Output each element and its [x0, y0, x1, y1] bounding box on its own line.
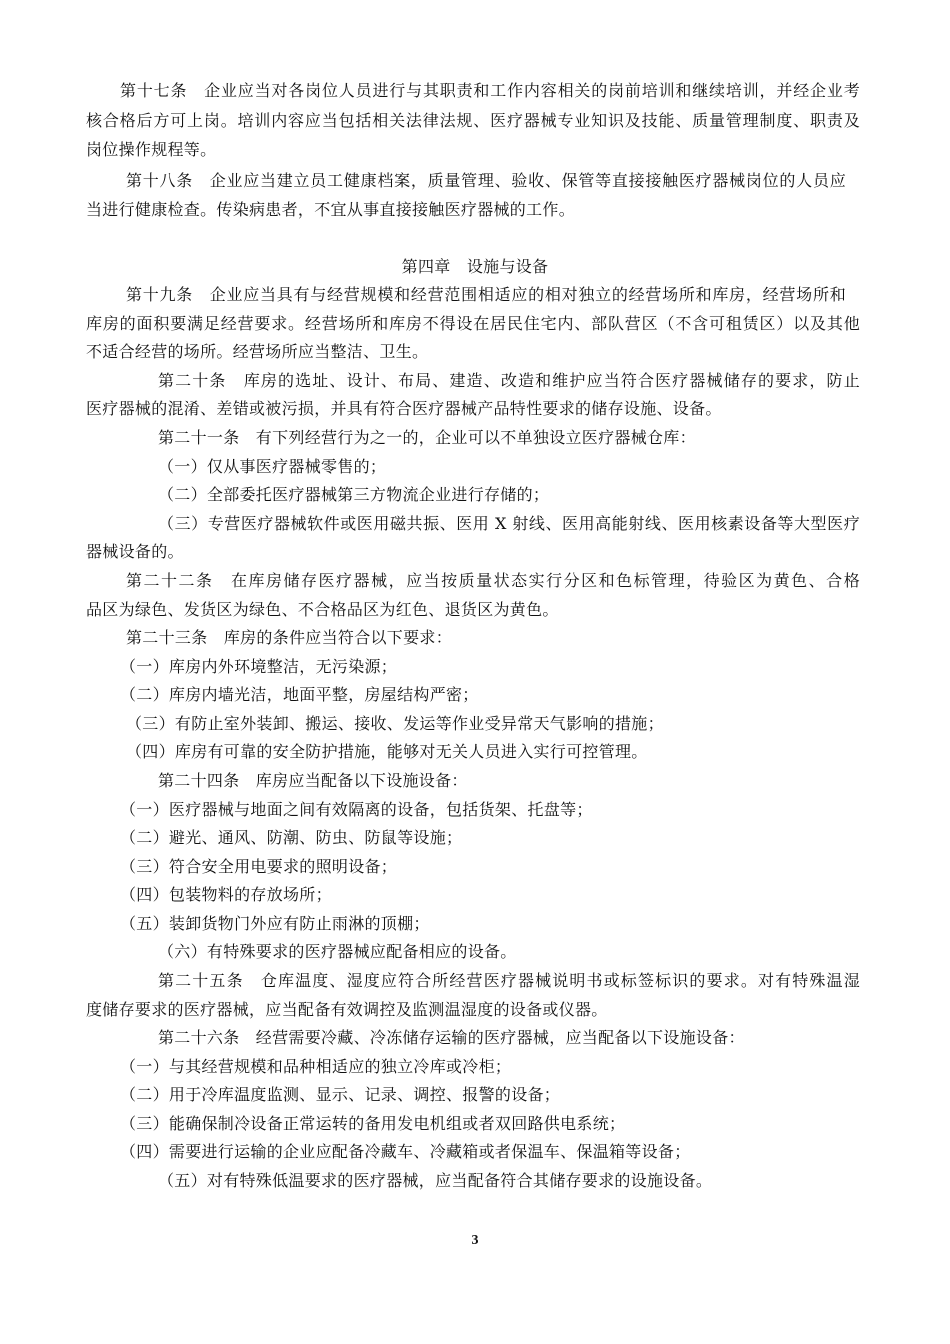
- list-item: （二）库房内墙光洁，地面平整，房屋结构严密；: [120, 685, 479, 704]
- paragraph-line: 第二十条 库房的选址、设计、布局、建造、改造和维护应当符合医疗器械储存的要求，防止: [158, 371, 860, 390]
- list-item: （三）专营医疗器械软件或医用磁共振、医用 X 射线、医用高能射线、医用核素设备等大型医疗: [158, 514, 860, 533]
- paragraph-line: 第二十三条 库房的条件应当符合以下要求：: [126, 628, 453, 647]
- list-item: （二）避光、通风、防潮、防虫、防鼠等设施；: [120, 828, 463, 847]
- list-item: （一）仅从事医疗器械零售的；: [158, 457, 387, 476]
- list-item: （一）医疗器械与地面之间有效隔离的设备，包括货架、托盘等；: [120, 800, 593, 819]
- list-item: （一）与其经营规模和品种相适应的独立冷库或冷柜；: [120, 1057, 512, 1076]
- list-item: （三）有防止室外装卸、搬运、接收、发运等作业受异常天气影响的措施；: [126, 714, 664, 733]
- list-item: （四）包装物料的存放场所；: [120, 885, 332, 904]
- list-item: （一）库房内外环境整洁，无污染源；: [120, 657, 398, 676]
- paragraph-line: 岗位操作规程等。: [86, 140, 217, 159]
- list-item: （三）符合安全用电要求的照明设备；: [120, 857, 398, 876]
- paragraph-line: 第二十四条 库房应当配备以下设施设备：: [158, 771, 468, 790]
- paragraph-line: 第二十一条 有下列经营行为之一的，企业可以不单独设立医疗器械仓库：: [158, 428, 696, 447]
- paragraph-line: 医疗器械的混淆、差错或被污损，并具有符合医疗器械产品特性要求的储存设施、设备。: [86, 399, 722, 418]
- chapter-title: 第四章 设施与设备: [401, 257, 549, 276]
- list-item: （二）用于冷库温度监测、显示、记录、调控、报警的设备；: [120, 1085, 561, 1104]
- list-item: （二）全部委托医疗器械第三方物流企业进行存储的；: [158, 485, 550, 504]
- list-item: （五）装卸货物门外应有防止雨淋的顶棚；: [120, 914, 430, 933]
- list-item: （六）有特殊要求的医疗器械应配备相应的设备。: [158, 942, 517, 961]
- paragraph-line: 第二十五条 仓库温度、湿度应符合所经营医疗器械说明书或标签标识的要求。对有特殊温湿: [158, 971, 860, 990]
- paragraph-line: 第十九条 企业应当具有与经营规模和经营范围相适应的相对独立的经营场所和库房，经营场所和: [126, 285, 846, 304]
- paragraph-line: 第二十二条 在库房储存医疗器械，应当按质量状态实行分区和色标管理，待验区为黄色、合格: [126, 571, 860, 590]
- paragraph-line: 品区为绿色、发货区为绿色、不合格品区为红色、退货区为黄色。: [86, 600, 559, 619]
- list-item: （四）需要进行运输的企业应配备冷藏车、冷藏箱或者保温车、保温箱等设备；: [120, 1142, 691, 1161]
- list-item: （五）对有特殊低温要求的医疗器械，应当配备符合其储存要求的设施设备。: [158, 1171, 713, 1190]
- paragraph-line: 核合格后方可上岗。培训内容应当包括相关法律法规、医疗器械专业知识及技能、质量管理制度、职责及: [86, 111, 860, 130]
- paragraph-line: 器械设备的。: [86, 542, 184, 561]
- paragraph-line: 第十八条 企业应当建立员工健康档案，质量管理、验收、保管等直接接触医疗器械岗位的人员应: [126, 171, 846, 190]
- list-item: （四）库房有可靠的安全防护措施，能够对无关人员进入实行可控管理。: [126, 742, 648, 761]
- paragraph-line: 度储存要求的医疗器械，应当配备有效调控及监测温湿度的设备或仪器。: [86, 1000, 608, 1019]
- paragraph-line: 第二十六条 经营需要冷藏、冷冻储存运输的医疗器械，应当配备以下设施设备：: [158, 1028, 745, 1047]
- list-item: （三）能确保制冷设备正常运转的备用发电机组或者双回路供电系统；: [120, 1114, 626, 1133]
- paragraph-line: 不适合经营的场所。经营场所应当整洁、卫生。: [86, 342, 429, 361]
- paragraph-line: 第十七条 企业应当对各岗位人员进行与其职责和工作内容相关的岗前培训和继续培训，并经企业考: [120, 81, 860, 100]
- paragraph-line: 库房的面积要满足经营要求。经营场所和库房不得设在居民住宅内、部队营区（不含可租赁区）以及其他: [86, 314, 860, 333]
- paragraph-line: 当进行健康检查。传染病患者，不宜从事直接接触医疗器械的工作。: [86, 200, 576, 219]
- page-number: 3: [471, 1233, 479, 1248]
